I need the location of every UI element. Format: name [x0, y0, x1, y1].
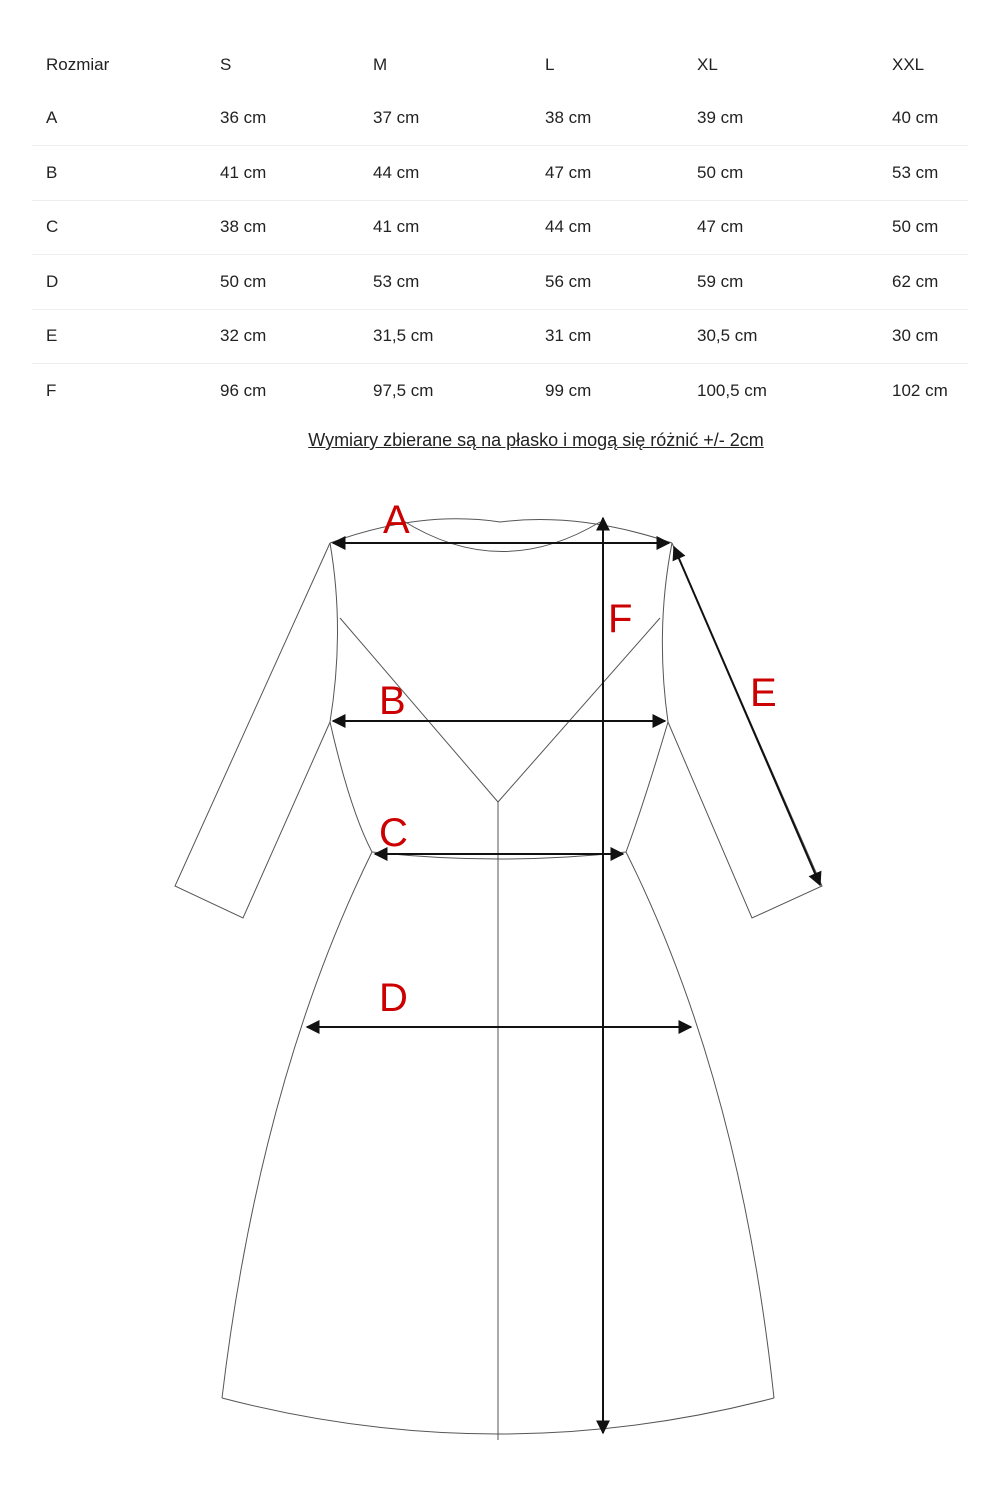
right-wrap-line — [498, 618, 660, 802]
table-cell: 32 cm — [220, 326, 267, 346]
label-d: D — [379, 976, 408, 1020]
table-cell: 44 cm — [373, 162, 420, 182]
left-bodice-side — [330, 722, 372, 852]
table-cell: 30,5 cm — [697, 326, 758, 346]
table-cell: 44 cm — [545, 217, 592, 237]
table-cell: 31 cm — [545, 326, 592, 346]
label-f: F — [608, 597, 633, 641]
neckline-inner — [402, 520, 600, 552]
table-cell: E — [46, 326, 58, 346]
header-cell: Rozmiar — [46, 54, 110, 74]
label-c: C — [379, 811, 408, 855]
table-cell: D — [46, 271, 59, 291]
table-cell: 53 cm — [373, 271, 420, 291]
left-wrap-line — [340, 618, 498, 802]
table-cell: 102 cm — [892, 380, 948, 400]
table-cell: 96 cm — [220, 380, 267, 400]
table-cell: C — [46, 217, 59, 237]
table-cell: 50 cm — [220, 271, 267, 291]
table-cell: 97,5 cm — [373, 380, 434, 400]
right-skirt-side — [626, 852, 774, 1398]
left-sleeve-outer — [175, 543, 330, 918]
table-cell: A — [46, 108, 58, 128]
table-cell: 37 cm — [373, 108, 420, 128]
table-cell: F — [46, 380, 57, 400]
table-cell: 41 cm — [373, 217, 420, 237]
header-cell: M — [373, 54, 388, 74]
table-cell: 99 cm — [545, 380, 592, 400]
table-cell: 39 cm — [697, 108, 744, 128]
measure-arrow-e — [674, 547, 820, 885]
measurement-note: Wymiary zbierane są na płasko i mogą się różnić +/- 2cm — [308, 430, 764, 450]
right-sleeve-outer — [668, 543, 822, 918]
left-skirt-side — [222, 852, 372, 1398]
header-cell: L — [545, 54, 555, 74]
header-cell: S — [220, 54, 232, 74]
table-cell: 38 cm — [545, 108, 592, 128]
right-armhole — [662, 543, 672, 722]
dress-outline — [175, 519, 822, 1440]
table-cell: 50 cm — [892, 217, 939, 237]
label-a: A — [383, 498, 410, 542]
table-cell: 100,5 cm — [697, 380, 767, 400]
table-cell: 56 cm — [545, 271, 592, 291]
table-cell: 47 cm — [697, 217, 744, 237]
table-cell: 62 cm — [892, 271, 939, 291]
table-cell: 53 cm — [892, 162, 939, 182]
table-cell: 31,5 cm — [373, 326, 434, 346]
table-cell: B — [46, 162, 58, 182]
table-cell: 47 cm — [545, 162, 592, 182]
table-cell: 59 cm — [697, 271, 744, 291]
header-cell: XL — [697, 54, 718, 74]
table-cell: 41 cm — [220, 162, 267, 182]
label-b: B — [379, 679, 406, 723]
header-cell: XXL — [892, 54, 925, 74]
right-bodice-side — [626, 722, 668, 852]
table-cell: 50 cm — [697, 162, 744, 182]
table-cell: 36 cm — [220, 108, 267, 128]
table-cell: 38 cm — [220, 217, 267, 237]
neckline-outer — [330, 519, 672, 543]
label-e: E — [750, 671, 777, 715]
table-cell: 30 cm — [892, 326, 939, 346]
table-cell: 40 cm — [892, 108, 939, 128]
left-armhole — [330, 543, 338, 722]
